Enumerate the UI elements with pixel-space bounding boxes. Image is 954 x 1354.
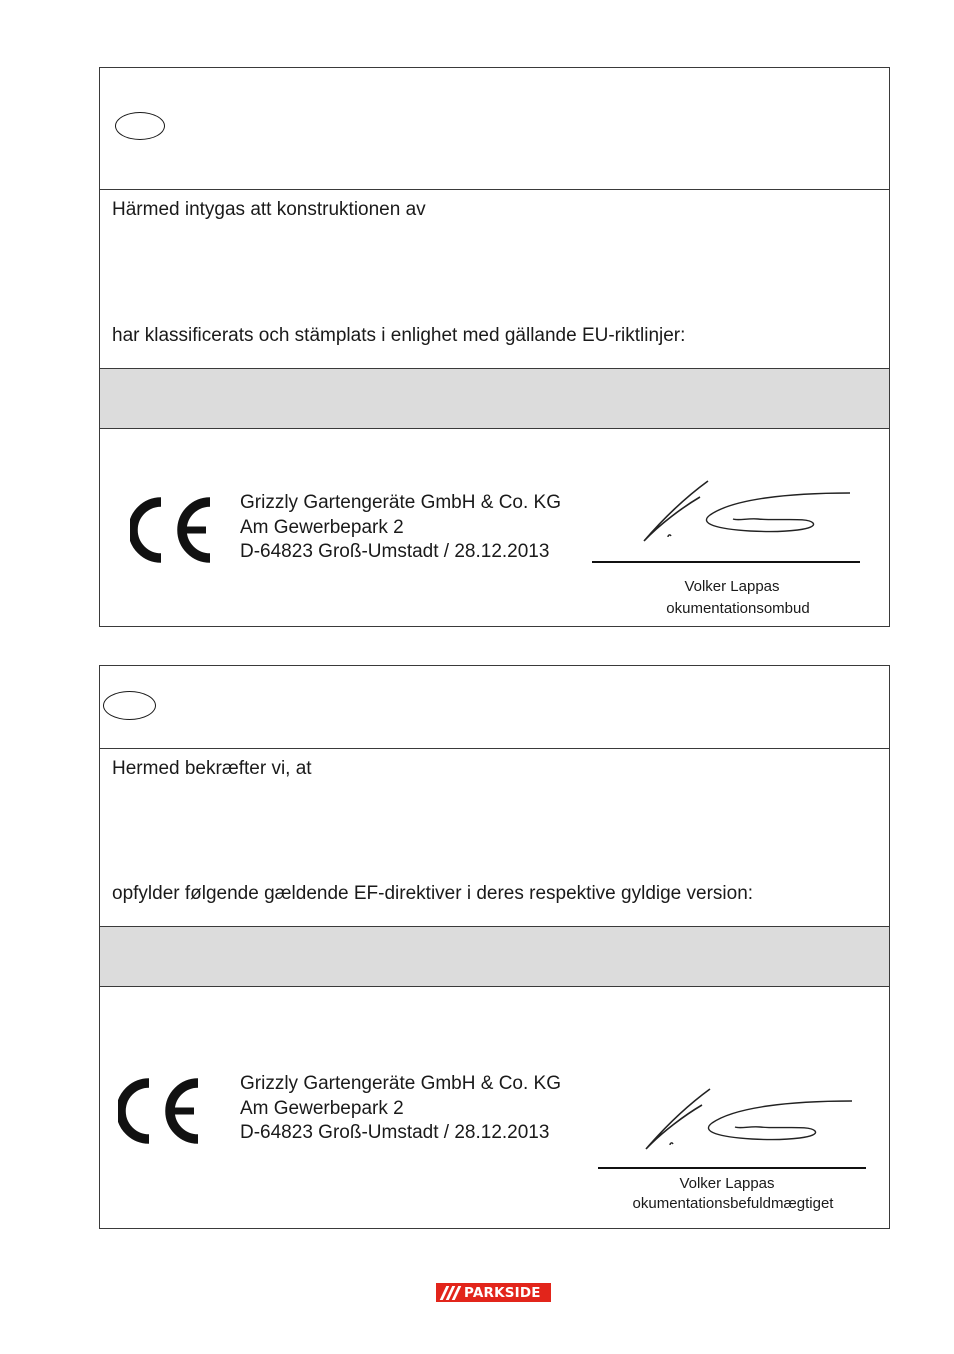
signature-line [592, 561, 860, 563]
country-badge-oval [115, 112, 165, 140]
statement-text: opfylder følgende gældende EF-direktiver i deres respektive gyldige version: [112, 883, 754, 904]
header-section [100, 68, 889, 189]
signer-name: Volker Lappas [684, 578, 780, 595]
country-badge-oval [103, 691, 156, 720]
signature-section [100, 428, 889, 626]
body-section [100, 189, 889, 368]
signature-section [100, 986, 889, 1228]
signature-image [640, 1087, 860, 1153]
company-city-date: D-64823 Groß-Umstadt / 28.12.2013 [240, 1122, 550, 1143]
ce-mark-icon [118, 1078, 202, 1144]
intro-text: Hermed bekræfter vi, at [112, 758, 312, 779]
logo-stripes-icon [440, 1286, 462, 1300]
signature-line [598, 1167, 866, 1169]
signer-title: okumentationsombud [666, 600, 810, 617]
intro-text: Härmed intygas att konstruktionen av [112, 199, 426, 220]
statement-text: har klassificerats och stämplats i enlighet med gällande EU-riktlinjer: [112, 325, 686, 346]
declaration-card-se [99, 67, 890, 627]
parkside-logo [436, 1283, 551, 1302]
company-name: Grizzly Gartengeräte GmbH & Co. KG [240, 1073, 561, 1094]
ce-mark-icon [130, 497, 214, 563]
directives-band [100, 368, 889, 428]
company-street: Am Gewerbepark 2 [240, 516, 404, 538]
signer-name: Volker Lappas [679, 1175, 775, 1192]
header-section [100, 666, 889, 748]
body-section [100, 748, 889, 926]
company-address [240, 1072, 561, 1146]
company-city-date: D-64823 Groß-Umstadt / 28.12.2013 [240, 541, 550, 562]
signer-title: okumentationsbefuldmægtiget [632, 1195, 834, 1212]
declaration-card-dk [99, 665, 890, 1229]
signature-image [638, 479, 858, 545]
directives-band [100, 926, 889, 986]
logo-text: PARKSIDE [464, 1284, 541, 1301]
company-name: Grizzly Gartengeräte GmbH & Co. KG [240, 492, 561, 513]
company-street: Am Gewerbepark 2 [240, 1097, 404, 1119]
company-address [240, 491, 561, 565]
